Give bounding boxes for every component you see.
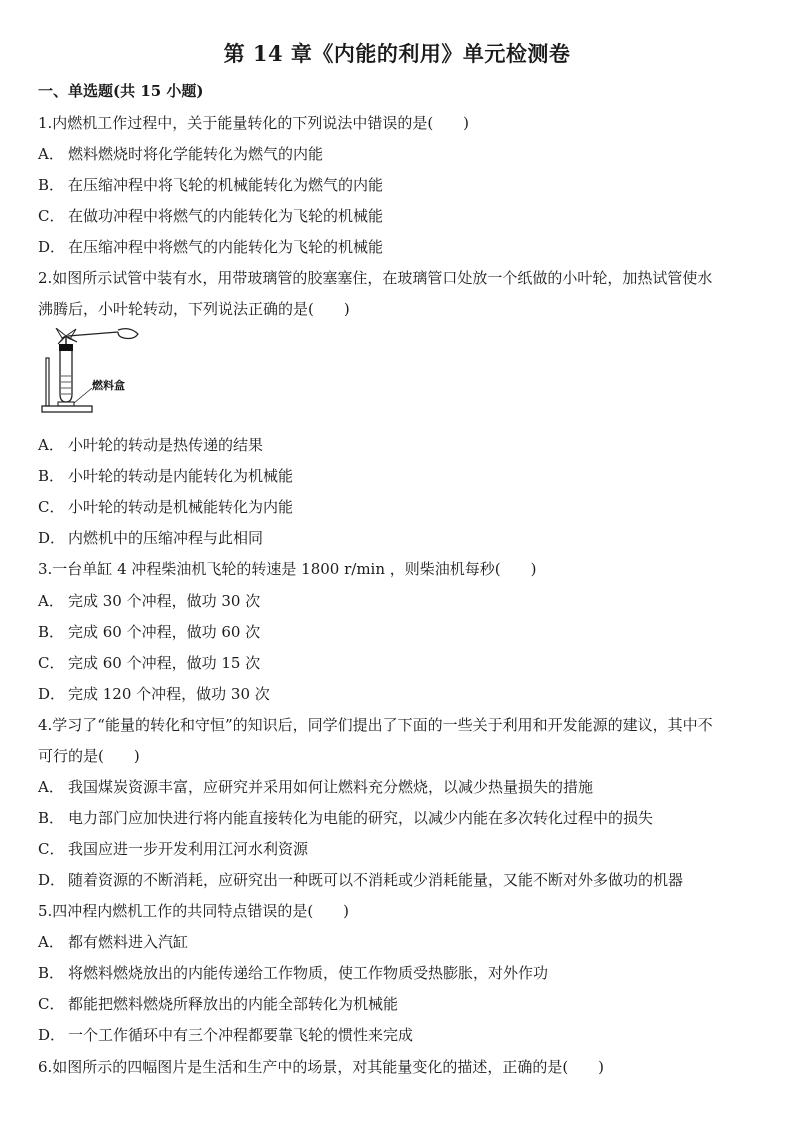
question-3-stem: 3.一台单缸 4 冲程柴油机飞轮的转速是 1800 r/min ，则柴油机每秒( ) xyxy=(38,560,537,578)
question-3-option-b: B． 完成 60 个冲程，做功 60 次 xyxy=(38,623,261,641)
question-1-option-b: B． 在压缩冲程中将飞轮的机械能转化为燃气的内能 xyxy=(38,176,384,194)
question-4-option-b: B． 电力部门应加快进行将内能直接转化为电能的研究，以减少内能在多次转化过程中的损失 xyxy=(38,809,654,827)
test-tube-pinwheel-figure xyxy=(40,328,150,418)
question-1-option-c: C． 在做功冲程中将燃气的内能转化为飞轮的机械能 xyxy=(38,207,384,225)
question-1-option-d: D． 在压缩冲程中将燃气的内能转化为飞轮的机械能 xyxy=(38,238,384,256)
question-2-option-d: D． 内燃机中的压缩冲程与此相同 xyxy=(38,529,264,547)
question-5-stem: 5.四冲程内燃机工作的共同特点错误的是( ) xyxy=(38,902,350,920)
question-2-stem-line-1: 2.如图所示试管中装有水，用带玻璃管的胶塞塞住，在玻璃管口处放一个纸做的小叶轮，加热试管使水 xyxy=(38,269,713,287)
question-2-option-b: B． 小叶轮的转动是内能转化为机械能 xyxy=(38,467,294,485)
question-4-option-c: C． 我国应进一步开发利用江河水利资源 xyxy=(38,840,309,858)
question-1-stem: 1.内燃机工作过程中，关于能量转化的下列说法中错误的是( ) xyxy=(38,114,470,132)
question-1-option-a: A． 燃料燃烧时将化学能转化为燃气的内能 xyxy=(38,145,324,163)
question-4-option-d: D． 随着资源的不断消耗，应研究出一种既可以不消耗或少消耗能量，又能不断对外多做功的机器 xyxy=(38,871,684,889)
question-3-option-d: D． 完成 120 个冲程，做功 30 次 xyxy=(38,685,270,703)
question-2-option-a: A． 小叶轮的转动是热传递的结果 xyxy=(38,436,264,454)
question-3-option-c: C． 完成 60 个冲程，做功 15 次 xyxy=(38,654,261,672)
question-4-stem-line-1: 4.学习了“能量的转化和守恒”的知识后，同学们提出了下面的一些关于利用和开发能源的建议，其中不 xyxy=(38,716,713,734)
section-heading: 一、单选题(共 15 小题) xyxy=(38,82,204,100)
question-5-option-b: B． 将燃料燃烧放出的内能传递给工作物质，使工作物质受热膨胀，对外作功 xyxy=(38,964,549,982)
question-5-option-d: D． 一个工作循环中有三个冲程都要靠飞轮的惯性来完成 xyxy=(38,1026,414,1044)
fuel-box-label: 燃料盒 xyxy=(92,379,125,392)
question-4-option-a: A． 我国煤炭资源丰富，应研究并采用如何让燃料充分燃烧，以减少热量损失的措施 xyxy=(38,778,594,796)
question-2-stem-line-2: 沸腾后，小叶轮转动，下列说法正确的是( ) xyxy=(38,300,350,318)
question-5-option-a: A． 都有燃料进入汽缸 xyxy=(38,933,189,951)
question-3-option-a: A． 完成 30 个冲程，做功 30 次 xyxy=(38,592,261,610)
question-5-option-c: C． 都能把燃料燃烧所释放出的内能全部转化为机械能 xyxy=(38,995,399,1013)
question-2-option-c: C． 小叶轮的转动是机械能转化为内能 xyxy=(38,498,294,516)
question-4-stem-line-2: 可行的是( ) xyxy=(38,747,140,765)
question-6-stem: 6.如图所示的四幅图片是生活和生产中的场景，对其能量变化的描述，正确的是( ) xyxy=(38,1058,605,1076)
page-title: 第 14 章《内能的利用》单元检测卷 xyxy=(223,41,571,66)
